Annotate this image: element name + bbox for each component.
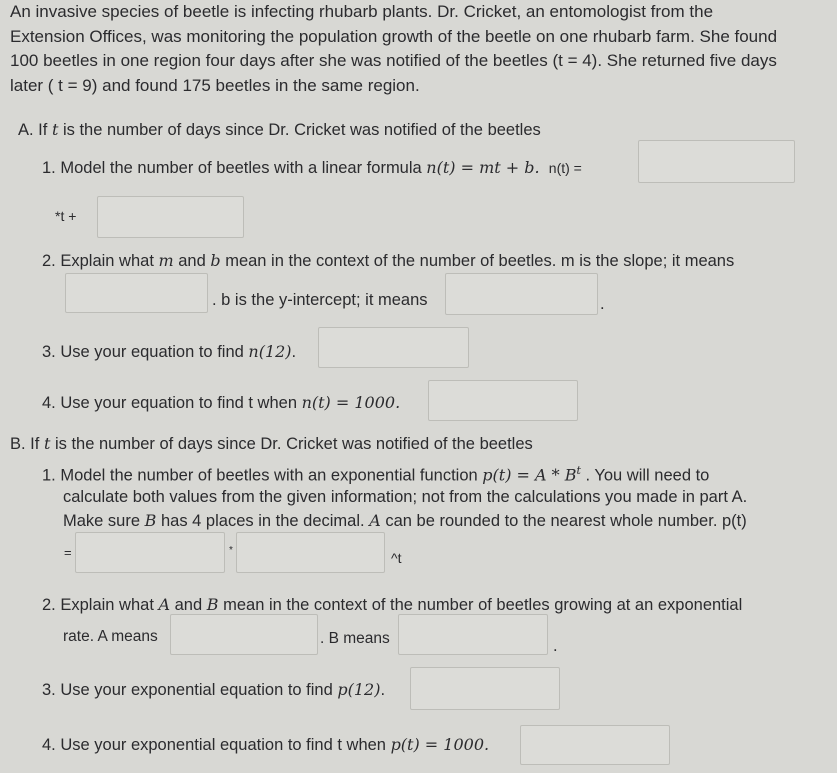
part-b-heading <box>10 434 533 454</box>
part-b-q1 <box>42 461 709 486</box>
math-sup: t <box>576 464 581 477</box>
a1-intercept-input[interactable] <box>97 196 244 238</box>
b1-a-input[interactable] <box>75 532 225 573</box>
problem-intro <box>10 0 810 98</box>
text: is the number of days since Dr. Cricket was notified of the beetles <box>50 435 533 453</box>
text: 4. Use your exponential equation to find t when <box>42 736 391 754</box>
text: can be rounded to the nearest whole number. p(t) <box>380 512 747 530</box>
intro-line: 100 beetles in one region four days after she was notified of the beetles (t = 4). She returned five days <box>10 51 777 70</box>
text: has 4 places in the decimal. <box>156 512 370 530</box>
text: and <box>173 252 211 270</box>
math: t <box>43 434 51 453</box>
a3-answer-input[interactable] <box>318 327 469 368</box>
text: 4. Use your equation to find t when <box>42 394 302 412</box>
b-label: . b is the y-intercept; it means <box>212 291 428 309</box>
label: n(t) = <box>548 160 582 176</box>
intro-line: later ( t = 9) and found 175 beetles in the same region. <box>10 75 420 95</box>
text: Make sure <box>63 512 145 530</box>
a-means-label: rate. A means <box>63 628 158 645</box>
text: 1. Model the number of beetles with a linear formula <box>42 159 427 177</box>
part-a-q4 <box>42 393 400 413</box>
math: A <box>158 595 171 614</box>
math: B <box>144 511 157 530</box>
math: n(t) = 1000. <box>301 393 401 412</box>
a2-m-meaning-input[interactable] <box>65 273 208 313</box>
text: 3. Use your exponential equation to find <box>42 681 338 699</box>
text: is the number of days since Dr. Cricket was notified of the beetles <box>58 121 541 139</box>
power-label: ^t <box>391 550 402 566</box>
b3-answer-input[interactable] <box>410 667 560 710</box>
period: . <box>553 637 558 655</box>
text: A. If <box>18 121 52 139</box>
text: 2. Explain what <box>42 596 159 614</box>
text: 2. Explain what <box>42 252 159 270</box>
text: mean in the context of the number of beetles growing at an exponential <box>218 596 743 614</box>
text: 1. Model the number of beetles with an exponential function <box>42 466 483 485</box>
period: . <box>600 295 605 313</box>
part-a-q1 <box>42 158 582 178</box>
b4-answer-input[interactable] <box>520 725 670 765</box>
b2-b-meaning-input[interactable] <box>398 614 548 655</box>
math: p(t) = A * B <box>482 465 577 485</box>
part-a-q2 <box>42 251 734 271</box>
math: p(t) = 1000. <box>390 735 490 754</box>
intro-line: An invasive species of beetle is infecting rhubarb plants. Dr. Cricket, an entomologist from the <box>10 2 714 21</box>
text: B. If <box>10 435 44 453</box>
part-a-heading <box>18 120 541 140</box>
t-plus-label: *t + <box>55 208 77 224</box>
intro-line: Extension Offices, was monitoring the population growth of the beetle on one rhubarb farm. She found <box>10 26 778 46</box>
math: B <box>206 595 219 614</box>
math: b <box>210 251 221 270</box>
math: m <box>158 251 174 270</box>
a4-answer-input[interactable] <box>428 380 578 421</box>
text: mean in the context of the number of beetles. m is the slope; it means <box>220 252 735 270</box>
text: . You will need to <box>580 466 710 485</box>
b-means-label: . B means <box>320 630 390 647</box>
equals-label: = <box>64 545 72 560</box>
math: t <box>51 120 59 139</box>
a2-b-meaning-input[interactable] <box>445 273 598 315</box>
b2-a-meaning-input[interactable] <box>170 614 318 655</box>
text: . <box>380 681 386 699</box>
text: . <box>291 343 297 361</box>
a1-slope-input[interactable] <box>638 140 795 183</box>
math: n(t) = mt + b. <box>426 158 540 177</box>
part-b-q1-line2: calculate both values from the given information; not from the calculations you made in part A. <box>63 488 748 506</box>
part-a-q3 <box>42 342 296 362</box>
text: 3. Use your equation to find <box>42 343 249 361</box>
math: A <box>369 511 381 530</box>
part-b-q3 <box>42 680 385 700</box>
part-b-q2 <box>42 595 742 615</box>
multiply-label: * <box>229 545 233 556</box>
math: n(12) <box>248 342 292 361</box>
part-b-q1-line3 <box>63 511 747 531</box>
part-b-q4 <box>42 735 489 755</box>
math: p(12) <box>337 680 381 699</box>
text: and <box>170 596 207 614</box>
b1-b-input[interactable] <box>236 532 385 573</box>
